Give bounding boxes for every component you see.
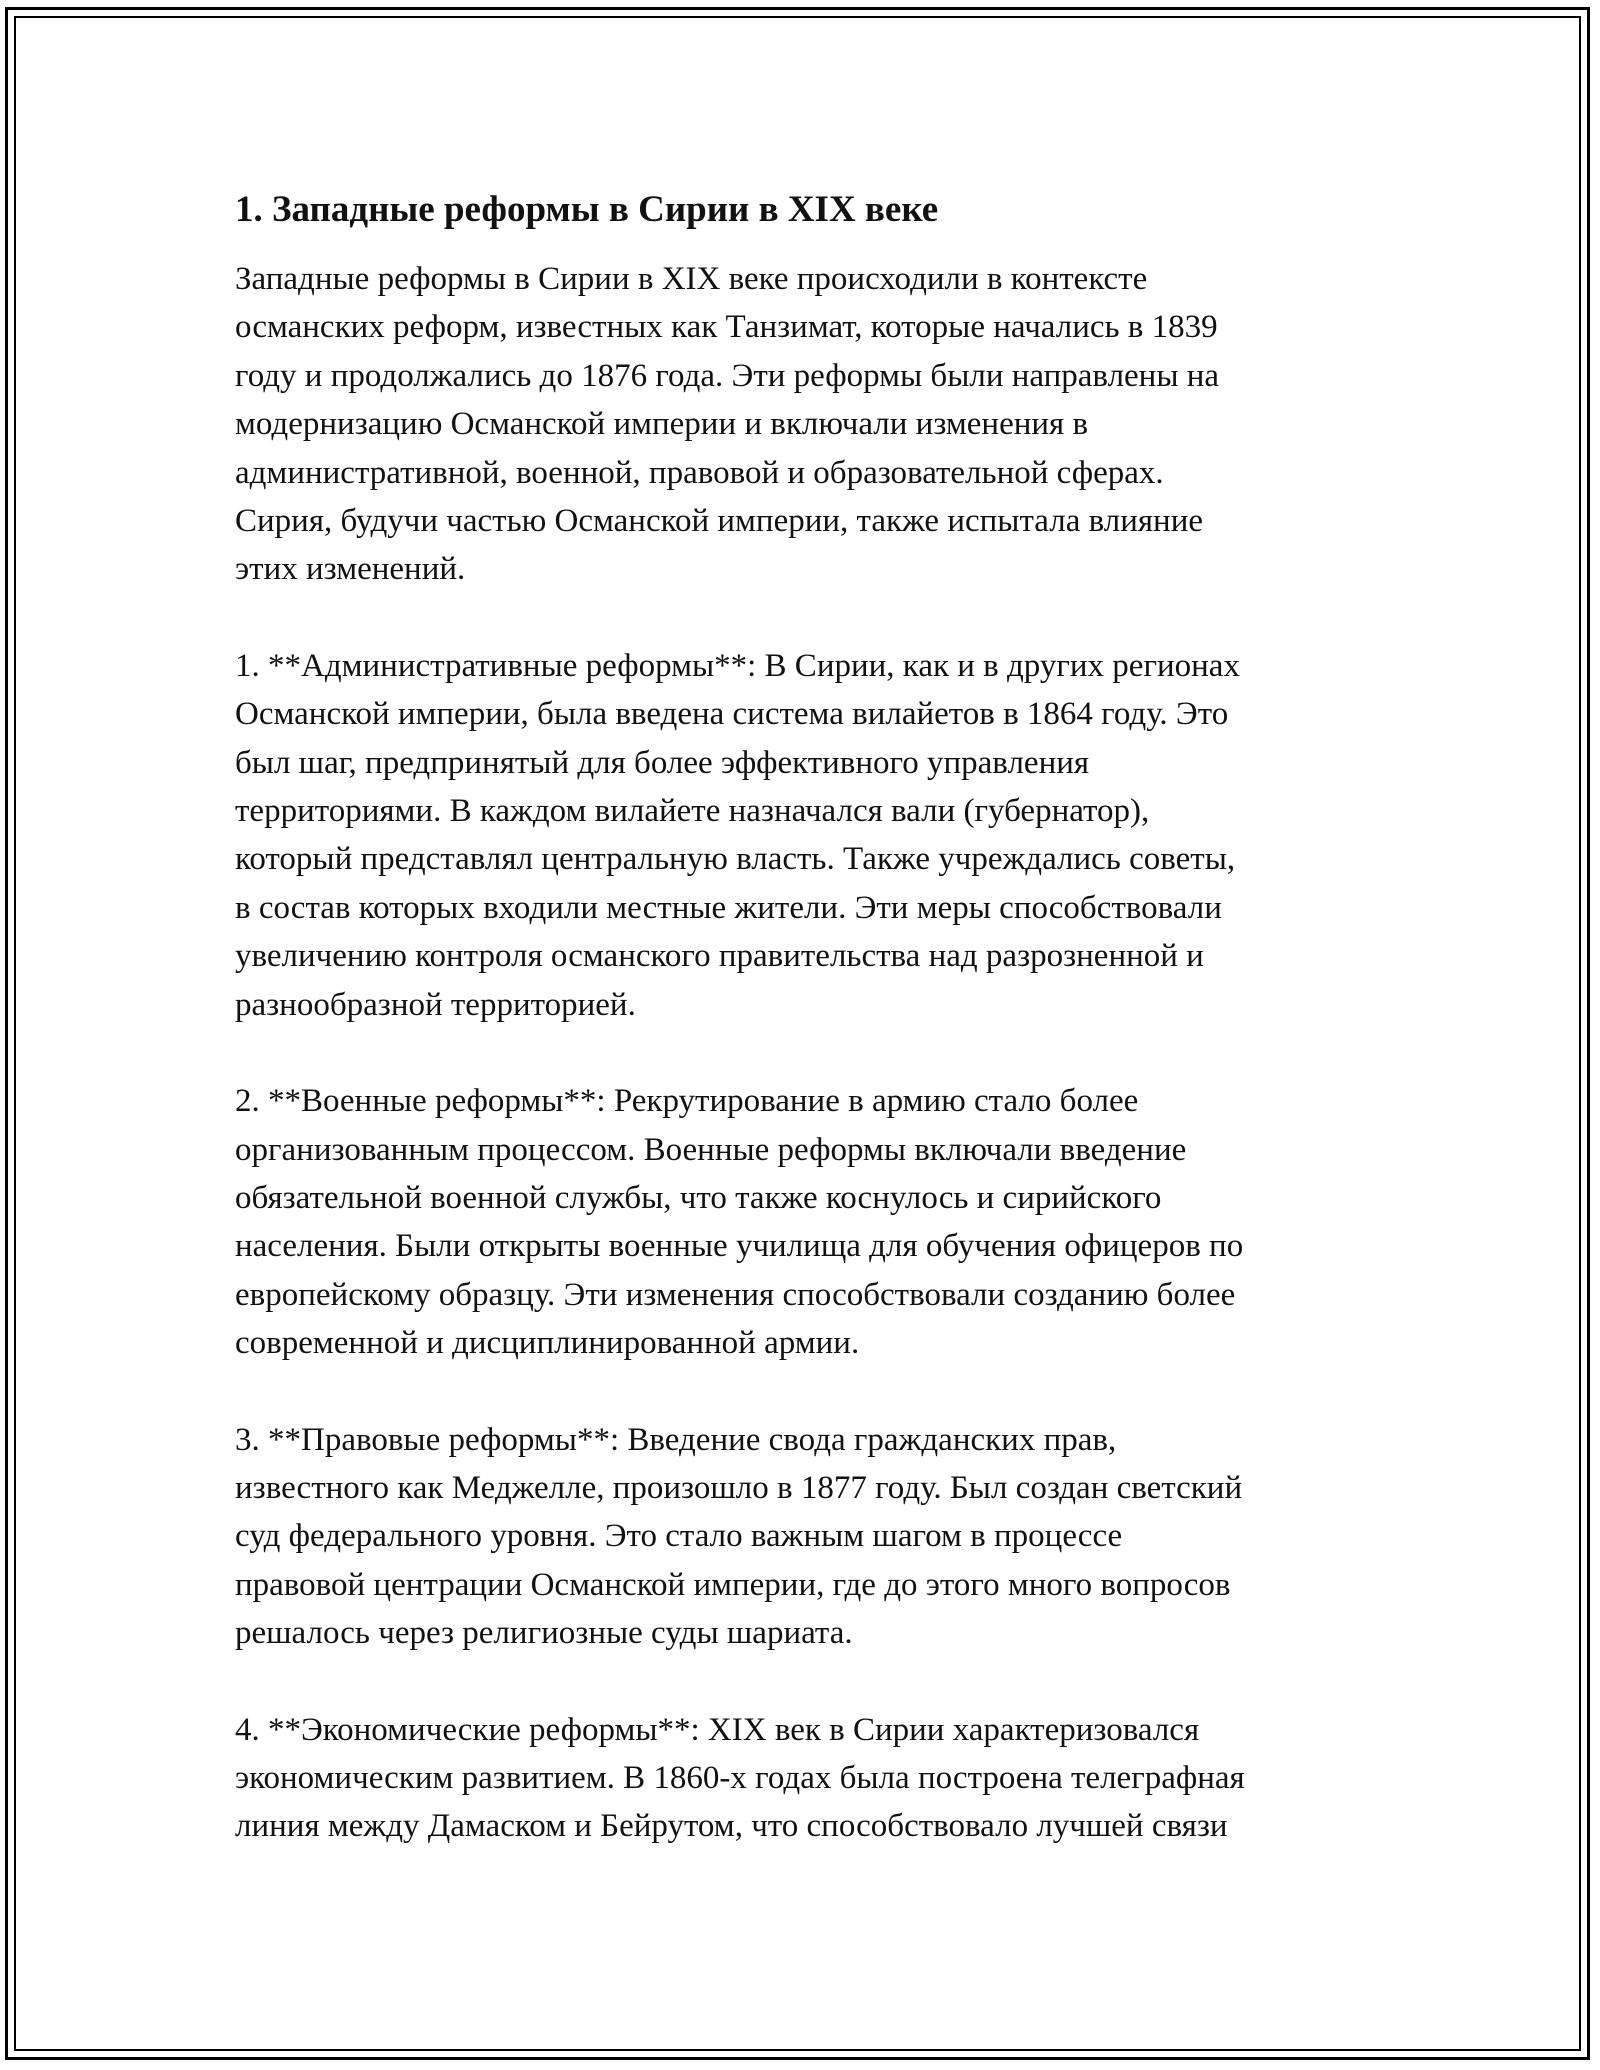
text-line: Западные реформы в Сирии в XIX веке происходили в контексте: [235, 261, 1148, 297]
text-line: 1. **Административные реформы**: В Сирии, как и в других регионах: [235, 647, 1240, 684]
text-line: увеличению контроля османского правительства над разрозненной и: [235, 938, 1204, 975]
text-line: Сирия, будучи частью Османской империи, также испытала влияние: [235, 503, 1204, 540]
text-line: известного как Меджелле, произошло в 1877 году. Был создан светский: [235, 1469, 1243, 1506]
text-line: административной, военной, правовой и образовательной сферах.: [235, 454, 1164, 491]
paragraph: [235, 1706, 1385, 1851]
text-line: 4. **Экономические реформы**: XIX век в Сирии характеризовался: [235, 1711, 1200, 1748]
text-line: который представлял центральную власть. Также учреждались советы,: [235, 841, 1236, 878]
paragraph: [235, 1077, 1385, 1367]
text-line: экономическим развитием. В 1860-х годах была построена телеграфная: [235, 1759, 1245, 1796]
text-line: линия между Дамаском и Бейрутом, что способствовало лучшей связи: [235, 1808, 1228, 1845]
text-line: европейскому образцу. Эти изменения способствовали созданию более: [235, 1276, 1236, 1313]
text-line: этих изменений.: [235, 551, 466, 588]
text-line: в состав которых входили местные жители. Эти меры способствовали: [235, 889, 1222, 926]
text-line: населения. Были открыты военные училища для обучения офицеров по: [235, 1228, 1244, 1265]
text-line: османских реформ, известных как Танзимат, которые начались в 1839: [235, 309, 1218, 346]
text-line: разнообразной территорией.: [235, 986, 636, 1023]
text-line: Османской империи, была введена система вилайетов в 1864 году. Это: [235, 696, 1229, 733]
text-line: организованным процессом. Военные реформы включали введение: [235, 1131, 1187, 1168]
text-line: суд федерального уровня. Это стало важным шагом в процессе: [235, 1518, 1123, 1555]
document-body: [235, 186, 1385, 1899]
paragraph: [235, 1416, 1385, 1658]
text-line: 2. **Военные реформы**: Рекрутирование в армию стало более: [235, 1083, 1139, 1120]
text-line: был шаг, предпринятый для более эффективного управления: [235, 744, 1090, 781]
section-heading: 1. Западные реформы в Сирии в XIX веке: [235, 189, 939, 230]
text-line: правовой центрации Османской империи, где до этого много вопросов: [235, 1566, 1231, 1603]
text-line: обязательной военной службы, что также коснулось и сирийского: [235, 1179, 1162, 1216]
text-line: 3. **Правовые реформы**: Введение свода гражданских прав,: [235, 1421, 1117, 1458]
paragraph: [235, 642, 1385, 1029]
text-line: территориями. В каждом вилайете назначался вали (губернатор),: [235, 793, 1150, 830]
text-line: году и продолжались до 1876 года. Эти реформы были направлены на: [235, 357, 1220, 394]
paragraph: [235, 255, 1385, 594]
text-line: современной и дисциплинированной армии.: [235, 1325, 860, 1362]
text-line: модернизацию Османской империи и включали изменения в: [235, 406, 1089, 443]
text-line: решалось через религиозные суды шариата.: [235, 1615, 853, 1652]
paragraph-list: [235, 255, 1385, 1851]
